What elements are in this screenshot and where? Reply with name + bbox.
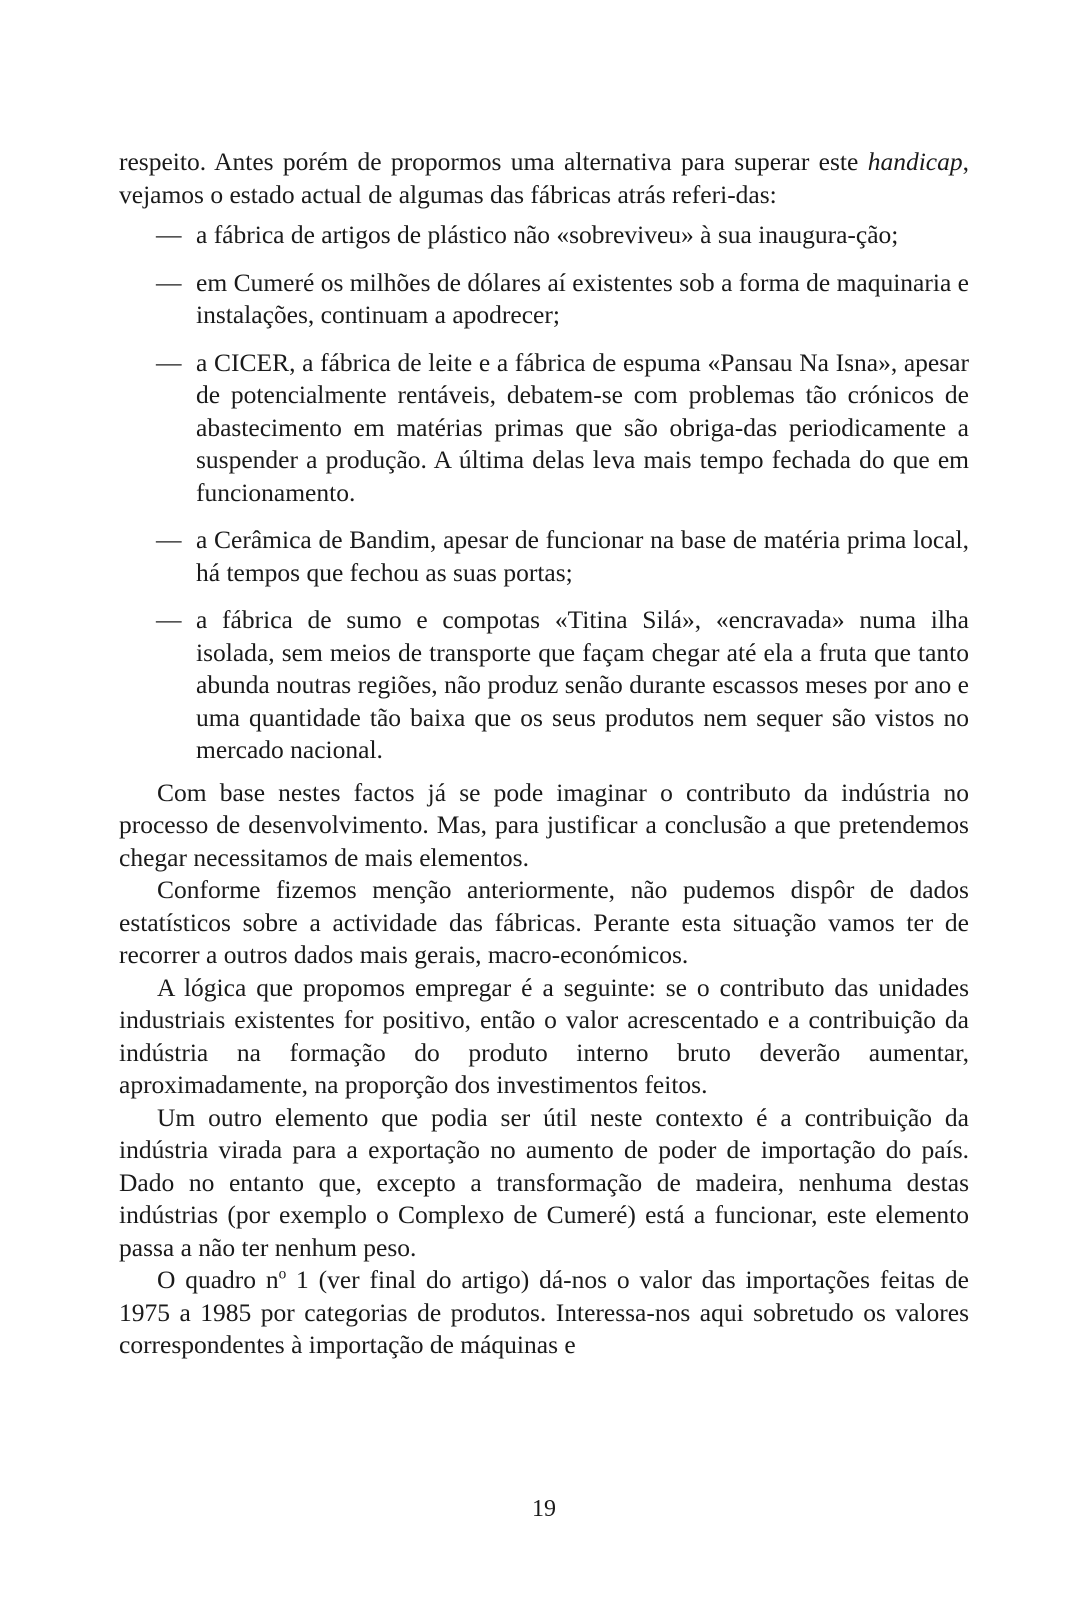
page-number: 19 [532,1496,556,1522]
body-paragraph: A lógica que propomos empregar é a seguinte: se o contributo das unidades industriais existentes for positivo, então o valor acrescentado e a contribuição da indústria na formação do produto interno bruto deverão aumentar, aproximadamente, na proporção dos investimentos feitos. [119,972,969,1099]
body-paragraph: Um outro elemento que podia ser útil neste contexto é a contribuição da indústria virada para a exportação no aumento de poder de importação do país. Dado no entanto que, excepto a transformação de madeira, nenhuma destas indústrias (por exemplo o Complexo de Cumeré) está a funcionar, este elemento passa a não ter nenhum peso. [119,1102,969,1262]
closing-text-start: O quadro n [157,1265,279,1294]
body-paragraph: Conforme fizemos menção anteriormente, não pudemos dispôr de dados estatísticos sobre a actividade das fábricas. Perante esta situação vamos ter de recorrer a outros dados mais gerais, macro-económicos. [119,875,969,969]
factory-status-list [119,219,969,767]
intro-text-start: respeito. Antes porém de propormos uma alternativa para superar este [119,147,868,176]
ordinal-superscript: o [278,1265,287,1283]
list-item-text: a fábrica de sumo e compotas «Titina Silá», «encravada» numa ilha isolada, sem meios de transporte que façam chegar até ela a fruta que tanto abunda noutras regiões, não produz senão durante escassos meses por ano e uma quantidade tão baixa que os seus produtos nem sequer são vistos no mercado nacional. [196,605,969,764]
list-item [119,267,969,332]
intro-text-end: , vejamos o estado actual de algumas das fábricas atrás referi-das: [119,147,969,209]
list-item [119,524,969,589]
list-item-text: a CICER, a fábrica de leite e a fábrica de espuma «Pansau Na Isna», apesar de potencialmente rentáveis, debatem-se com problemas tão crónicos de abastecimento em matérias primas que são obriga-das periodicamente a suspender a produção. A última delas leva mais tempo fechada do que em funcionamento. [196,347,969,507]
dash-bullet: — [156,525,182,554]
list-item [119,219,969,252]
list-item-text: em Cumeré os milhões de dólares aí existentes sob a forma de maquinaria e instalações, continuam a apodrecer; [196,267,969,329]
body-paragraph: Com base nestes factos já se pode imaginar o contributo da indústria no processo de desenvolvimento. Mas, para justificar a conclusão a que pretendemos chegar necessitamos de mais elementos. [119,777,969,872]
list-item-text: a fábrica de artigos de plástico não «sobreviveu» à sua inaugura-ção; [196,220,899,249]
intro-paragraph [119,146,969,211]
list-item-text: a Cerâmica de Bandim, apesar de funcionar na base de matéria prima local, há tempos que fechou as suas portas; [196,525,969,587]
closing-paragraph [119,1264,969,1362]
dash-bullet: — [156,347,182,377]
dash-bullet: — [156,220,182,249]
page-body [119,146,969,1362]
closing-text-end: 1 (ver final do artigo) dá-nos o valor das importações feitas de 1975 a 1985 por categorias de produtos. Interessa-nos aqui sobretudo os valores correspondentes à importação de máquinas e [119,1265,969,1359]
dash-bullet: — [156,605,182,634]
intro-italic-term: handicap [867,147,963,176]
dash-bullet: — [156,267,182,297]
list-item [119,347,969,510]
list-item [119,604,969,767]
